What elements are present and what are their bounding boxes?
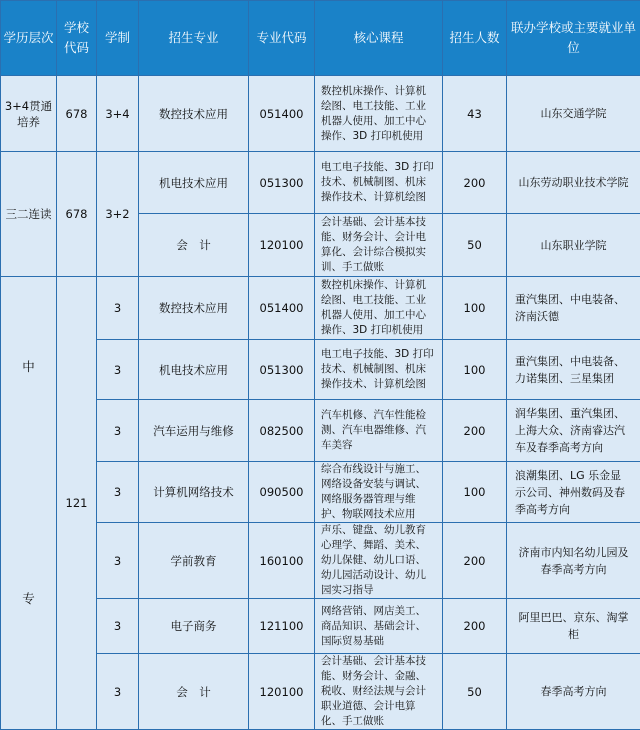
enrollment-cell: 100 bbox=[443, 462, 507, 523]
enrollment-cell: 200 bbox=[443, 400, 507, 462]
duration-cell: 3 bbox=[97, 654, 139, 730]
major-cell: 数控技术应用 bbox=[139, 76, 249, 152]
core-courses-cell: 数控机床操作、计算机绘图、电工技能、工业机器人使用、加工中心操作、3D 打印机使用 bbox=[315, 277, 443, 340]
major-code-cell: 051400 bbox=[249, 76, 315, 152]
core-courses-cell: 综合布线设计与施工、网络设备安装与调试、网络服务器管理与维护、物联网技术应用 bbox=[315, 462, 443, 523]
enrollment-cell: 43 bbox=[443, 76, 507, 152]
header-major-code: 专业代码 bbox=[249, 1, 315, 76]
core-courses-cell: 汽车机修、汽车性能检测、汽车电器维修、汽车美容 bbox=[315, 400, 443, 462]
table-row bbox=[1, 277, 640, 340]
partner-cell: 山东交通学院 bbox=[507, 76, 640, 152]
enrollment-cell: 100 bbox=[443, 340, 507, 400]
table-row bbox=[1, 340, 640, 400]
table-row bbox=[1, 152, 640, 214]
table-row bbox=[1, 462, 640, 523]
major-cell: 数控技术应用 bbox=[139, 277, 249, 340]
major-code-cell: 051300 bbox=[249, 340, 315, 400]
major-cell: 会 计 bbox=[139, 214, 249, 277]
enrollment-cell: 200 bbox=[443, 599, 507, 654]
core-courses-cell: 会计基础、会计基本技能、财务会计、会计电算化、会计综合模拟实训、手工做账 bbox=[315, 214, 443, 277]
major-cell: 电子商务 bbox=[139, 599, 249, 654]
level-cell: 3+4贯通培养 bbox=[1, 76, 57, 152]
duration-cell: 3+4 bbox=[97, 76, 139, 152]
table-row bbox=[1, 400, 640, 462]
enrollment-cell: 200 bbox=[443, 523, 507, 599]
level-zhuan-text: 专 bbox=[22, 589, 35, 607]
table-row bbox=[1, 654, 640, 730]
enrollment-cell: 50 bbox=[443, 654, 507, 730]
core-courses-cell: 数控机床操作、计算机绘图、电工技能、工业机器人使用、加工中心操作、3D 打印机使用 bbox=[315, 76, 443, 152]
level-cell bbox=[1, 277, 57, 730]
major-code-cell: 082500 bbox=[249, 400, 315, 462]
partner-cell: 济南市内知名幼儿园及春季高考方向 bbox=[507, 523, 640, 599]
major-code-cell: 160100 bbox=[249, 523, 315, 599]
duration-cell: 3 bbox=[97, 340, 139, 400]
partner-cell: 山东劳动职业技术学院 bbox=[507, 152, 640, 214]
header-major: 招生专业 bbox=[139, 1, 249, 76]
partner-cell: 润华集团、重汽集团、上海大众、济南睿达汽车及春季高考方向 bbox=[507, 400, 640, 462]
major-cell: 汽车运用与维修 bbox=[139, 400, 249, 462]
duration-cell: 3 bbox=[97, 523, 139, 599]
school-code-cell: 678 bbox=[57, 152, 97, 277]
partner-cell: 重汽集团、中电装备、济南沃德 bbox=[507, 277, 640, 340]
major-code-cell: 090500 bbox=[249, 462, 315, 523]
major-code-cell: 051400 bbox=[249, 277, 315, 340]
major-cell: 机电技术应用 bbox=[139, 152, 249, 214]
header-enrollment: 招生人数 bbox=[443, 1, 507, 76]
duration-cell: 3 bbox=[97, 277, 139, 340]
duration-cell: 3+2 bbox=[97, 152, 139, 277]
header-partner: 联办学校或主要就业单位 bbox=[507, 1, 640, 76]
level-cell: 三二连读 bbox=[1, 152, 57, 277]
header-school-code: 学校代码 bbox=[57, 1, 97, 76]
table-row bbox=[1, 523, 640, 599]
enrollment-cell: 50 bbox=[443, 214, 507, 277]
major-code-cell: 051300 bbox=[249, 152, 315, 214]
partner-cell: 重汽集团、中电装备、力诺集团、三星集团 bbox=[507, 340, 640, 400]
major-cell: 学前教育 bbox=[139, 523, 249, 599]
header-core-courses: 核心课程 bbox=[315, 1, 443, 76]
duration-cell: 3 bbox=[97, 400, 139, 462]
level-zhong-text: 中 bbox=[22, 357, 35, 375]
core-courses-cell: 电工电子技能、3D 打印技术、机械制图、机床操作技术、计算机绘图 bbox=[315, 340, 443, 400]
partner-cell: 春季高考方向 bbox=[507, 654, 640, 730]
major-cell: 会 计 bbox=[139, 654, 249, 730]
table-row bbox=[1, 599, 640, 654]
core-courses-cell: 声乐、键盘、幼儿教育心理学、舞蹈、美术、幼儿保健、幼儿口语、幼儿园活动设计、幼儿园实习指导 bbox=[315, 523, 443, 599]
school-code-cell: 678 bbox=[57, 76, 97, 152]
major-code-cell: 120100 bbox=[249, 214, 315, 277]
major-cell: 机电技术应用 bbox=[139, 340, 249, 400]
major-cell: 计算机网络技术 bbox=[139, 462, 249, 523]
core-courses-cell: 会计基础、会计基本技能、财务会计、金融、税收、财经法规与会计职业道德、会计电算化、手工做账 bbox=[315, 654, 443, 730]
partner-cell: 山东职业学院 bbox=[507, 214, 640, 277]
duration-cell: 3 bbox=[97, 462, 139, 523]
partner-cell: 浪潮集团、LG 乐金显示公司、神州数码及春季高考方向 bbox=[507, 462, 640, 523]
core-courses-cell: 网络营销、网店美工、商品知识、基础会计、国际贸易基础 bbox=[315, 599, 443, 654]
duration-cell: 3 bbox=[97, 599, 139, 654]
school-code-cell: 121 bbox=[57, 277, 97, 730]
major-code-cell: 121100 bbox=[249, 599, 315, 654]
enrollment-cell: 100 bbox=[443, 277, 507, 340]
table-row bbox=[1, 76, 640, 152]
major-code-cell: 120100 bbox=[249, 654, 315, 730]
header-level: 学历层次 bbox=[1, 1, 57, 76]
header-duration: 学制 bbox=[97, 1, 139, 76]
core-courses-cell: 电工电子技能、3D 打印技术、机械制图、机床操作技术、计算机绘图 bbox=[315, 152, 443, 214]
header-row bbox=[1, 1, 640, 76]
enrollment-cell: 200 bbox=[443, 152, 507, 214]
partner-cell: 阿里巴巴、京东、淘掌柜 bbox=[507, 599, 640, 654]
